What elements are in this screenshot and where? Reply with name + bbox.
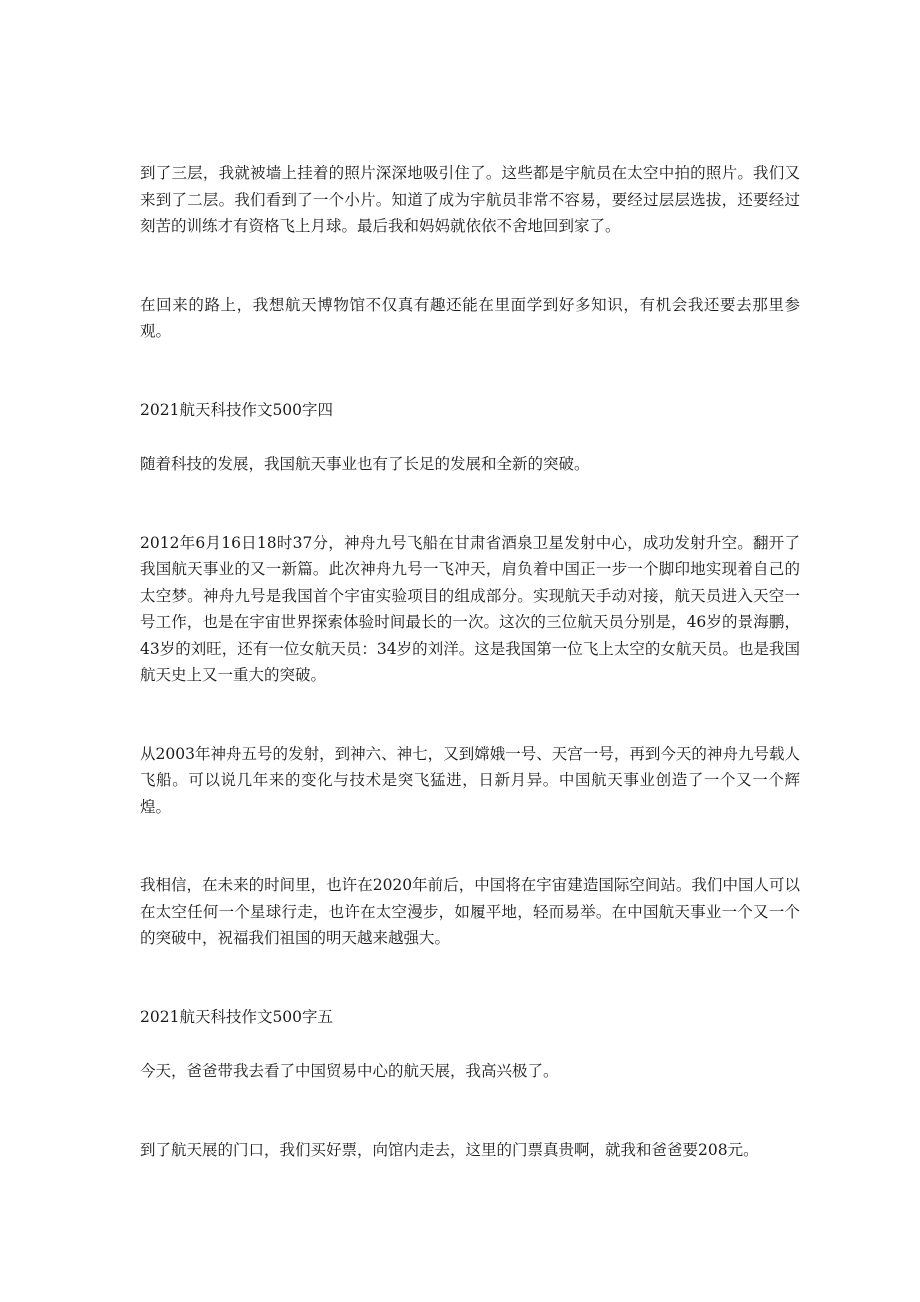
paragraph-future: 我相信，在未来的时间里，也许在2020年前后，中国将在宇宙建造国际空间站。我们中国人可以在太空任何一个星球行走，也许在太空漫步，如履平地，轻而易举。在中国航天事业一个又一个的突破中，祝福我们祖国的明天越来越强大。 <box>140 876 800 947</box>
spacer <box>140 478 800 530</box>
document-page <box>140 160 800 1163</box>
paragraph-exhibition: 今天，爸爸带我去看了中国贸易中心的航天展，我高兴极了。 <box>140 1062 559 1080</box>
spacer <box>140 423 800 451</box>
paragraph-shenzhou-nine: 2012年6月16日18时37分，神舟九号飞船在甘肃省酒泉卫星发射中心，成功发射升空。翻开了我国航天事业的又一新篇。此次神舟九号一飞冲天，肩负着中国正一步一个脚印地实现着自己的太空梦。神舟九号是我国首个宇宙实验项目的组成部分。实现航天手动对接，航天员进入天空一号工作，也是在宇宙世界探索体验时间最长的一次。这次的三位航天员分别是，46岁的景海鹏，43岁的刘旺，还有一位女航天员：34岁的刘洋。这是我国第一位飞上太空的女航天员。也是我国航天史上又一重大的突破。 <box>140 533 800 684</box>
paragraph-way-home: 在回来的路上，我想航天博物馆不仅真有趣还能在里面学到好多知识，有机会我还要去那里参观。 <box>140 295 800 340</box>
paragraph-tickets: 到了航天展的门口，我们买好票，向馆内走去，这里的门票真贵啊，就我和爸爸要208元。 <box>140 1140 759 1159</box>
section-heading-five: 2021航天科技作文500字五 <box>140 1007 334 1026</box>
paragraph-history: 从2003年神舟五号的发射，到神六、神七，又到嫦娥一号、天宫一号，再到今天的神舟九号载人飞船。可以说几年来的变化与技术是突飞猛进，日新月异。中国航天事业创造了一个又一个辉煌。 <box>140 744 800 816</box>
spacer <box>140 1085 800 1137</box>
paragraph-tech-development: 随着科技的发展，我国航天事业也有了长足的发展和全新的突破。 <box>140 455 590 473</box>
section-heading-four: 2021航天科技作文500字四 <box>140 400 334 419</box>
spacer <box>140 1030 800 1058</box>
spacer <box>140 952 800 1004</box>
paragraph-third-floor: 到了三层，我就被墙上挂着的照片深深地吸引住了。这些都是宇航员在太空中拍的照片。我们又来到了二层。我们看到了一个小片。知道了成为宇航员非常不容易，要经过层层选拔，还要经过刻苦的训练才有资格飞上月球。最后我和妈妈就依依不舍地回到家了。 <box>140 164 800 235</box>
spacer <box>140 689 800 741</box>
spacer <box>140 345 800 397</box>
spacer <box>140 820 800 872</box>
spacer <box>140 240 800 292</box>
